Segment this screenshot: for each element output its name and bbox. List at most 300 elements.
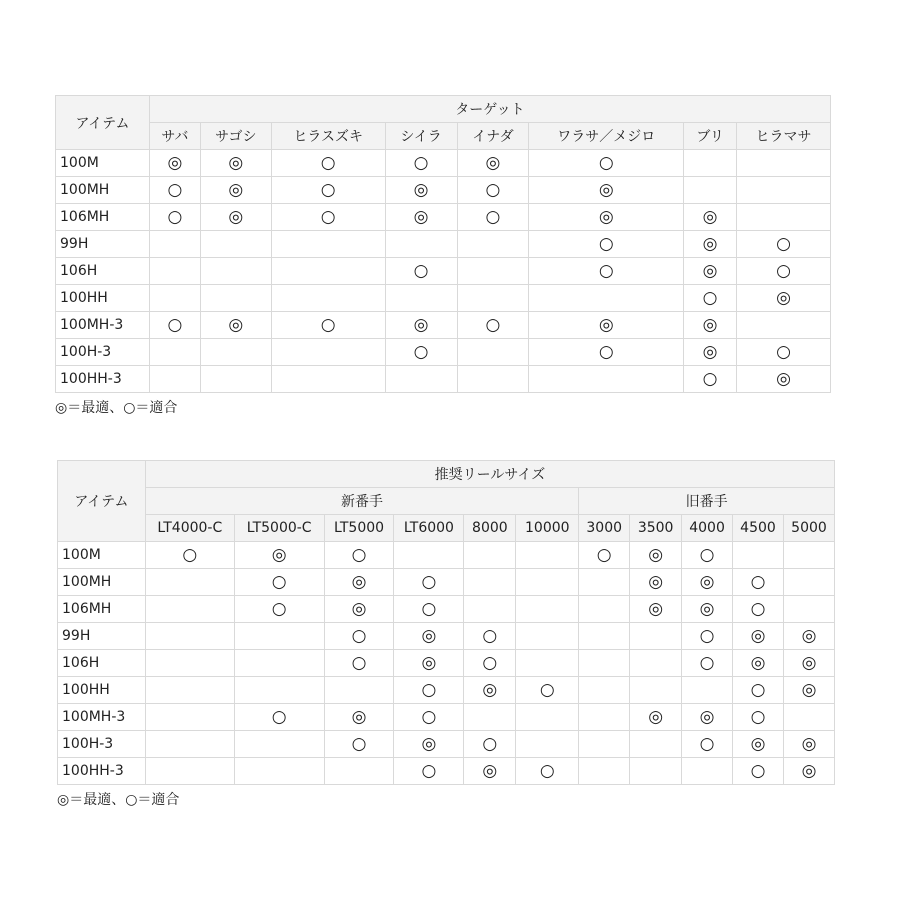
table-cell <box>394 677 464 704</box>
table-cell <box>579 569 630 596</box>
column-header: ワラサ／メジロ <box>529 123 684 150</box>
suitability-mark: ○ <box>750 760 766 781</box>
suitability-mark: ◎ <box>482 760 498 781</box>
table-cell <box>324 542 394 569</box>
suitability-mark: ○ <box>351 625 367 646</box>
suitability-mark: ◎ <box>750 625 766 646</box>
table-cell <box>516 596 579 623</box>
suitability-mark: ○ <box>485 314 501 335</box>
table-row <box>58 542 835 569</box>
table-cell <box>324 758 394 785</box>
table-cell <box>630 650 682 677</box>
table-cell <box>737 231 831 258</box>
table-cell <box>457 150 529 177</box>
table-cell <box>783 731 834 758</box>
table-cell <box>684 150 737 177</box>
table-cell <box>579 596 630 623</box>
table-cell <box>234 677 324 704</box>
table-cell <box>394 596 464 623</box>
table-cell <box>684 366 737 393</box>
table-row <box>58 596 835 623</box>
table-cell <box>630 704 682 731</box>
table-cell <box>394 650 464 677</box>
item-name: 99H <box>56 231 150 258</box>
table-cell <box>200 339 271 366</box>
table-cell <box>145 569 234 596</box>
table-cell <box>271 366 385 393</box>
table-cell <box>682 542 733 569</box>
table-cell <box>271 204 385 231</box>
suitability-mark: ○ <box>750 706 766 727</box>
table-cell <box>682 650 733 677</box>
table-cell <box>579 623 630 650</box>
suitability-mark: ◎ <box>413 179 429 200</box>
item-name: 106MH <box>58 596 146 623</box>
suitability-mark: ○ <box>351 733 367 754</box>
table-cell <box>737 177 831 204</box>
suitability-mark: ◎ <box>648 598 664 619</box>
table-row <box>56 204 831 231</box>
table-cell <box>145 623 234 650</box>
suitability-mark: ○ <box>421 679 437 700</box>
table-cell <box>529 177 684 204</box>
column-header: ヒラスズキ <box>271 123 385 150</box>
table-cell <box>234 731 324 758</box>
legend-note: ◎＝最適、○＝適合 <box>55 400 178 416</box>
suitability-mark: ○ <box>482 625 498 646</box>
suitability-mark: ◎ <box>421 733 437 754</box>
suitability-mark: ◎ <box>482 679 498 700</box>
suitability-mark: ○ <box>750 679 766 700</box>
table-cell <box>324 650 394 677</box>
table-cell <box>200 366 271 393</box>
table-cell <box>516 731 579 758</box>
table-cell <box>684 258 737 285</box>
table-cell <box>579 677 630 704</box>
target-group-header: ターゲット <box>149 96 830 123</box>
column-header: 3000 <box>579 515 630 542</box>
table-cell <box>234 704 324 731</box>
table-row <box>58 650 835 677</box>
table-cell <box>516 650 579 677</box>
table-cell <box>149 285 200 312</box>
table-cell <box>733 650 784 677</box>
reel-size-table-body <box>58 542 835 785</box>
suitability-mark: ◎ <box>167 152 183 173</box>
table-cell <box>684 177 737 204</box>
table-cell <box>234 542 324 569</box>
table-row <box>56 285 831 312</box>
table-cell <box>529 231 684 258</box>
suitability-mark: ○ <box>699 544 715 565</box>
suitability-mark: ○ <box>413 152 429 173</box>
table-cell <box>516 623 579 650</box>
table-cell <box>234 758 324 785</box>
table-cell <box>529 204 684 231</box>
table-cell <box>385 339 457 366</box>
table-cell <box>684 204 737 231</box>
table-cell <box>145 731 234 758</box>
table-cell <box>385 150 457 177</box>
item-name: 100MH-3 <box>58 704 146 731</box>
suitability-mark: ◎ <box>801 733 817 754</box>
old-size-group-header: 旧番手 <box>579 488 835 515</box>
item-name: 100HH-3 <box>56 366 150 393</box>
table-cell <box>737 339 831 366</box>
table-row <box>58 731 835 758</box>
table-cell <box>579 650 630 677</box>
table-cell <box>457 231 529 258</box>
table-cell <box>464 623 516 650</box>
suitability-mark: ○ <box>421 706 437 727</box>
suitability-mark: ◎ <box>699 571 715 592</box>
table-cell <box>682 677 733 704</box>
table-cell <box>457 258 529 285</box>
table-cell <box>684 312 737 339</box>
suitability-mark: ◎ <box>776 287 791 308</box>
item-name: 100HH <box>56 285 150 312</box>
table-cell <box>464 677 516 704</box>
table-cell <box>579 704 630 731</box>
table-cell <box>464 542 516 569</box>
suitability-mark: ○ <box>421 598 437 619</box>
suitability-mark: ○ <box>167 179 183 200</box>
table-row <box>58 623 835 650</box>
suitability-mark: ◎ <box>228 314 244 335</box>
column-header: サバ <box>149 123 200 150</box>
table-cell <box>271 285 385 312</box>
item-name: 100M <box>56 150 150 177</box>
suitability-mark: ◎ <box>228 206 244 227</box>
table-cell <box>516 677 579 704</box>
suitability-mark: ○ <box>482 652 498 673</box>
item-name: 100HH-3 <box>58 758 146 785</box>
table-cell <box>737 204 831 231</box>
column-header: 4500 <box>733 515 784 542</box>
suitability-mark: ◎ <box>776 368 791 389</box>
suitability-mark: ◎ <box>801 679 817 700</box>
table-cell <box>394 569 464 596</box>
table-cell <box>200 204 271 231</box>
table-cell <box>682 623 733 650</box>
suitability-mark: ◎ <box>351 571 367 592</box>
column-header: 3500 <box>630 515 682 542</box>
suitability-mark: ○ <box>539 760 555 781</box>
column-header: 10000 <box>516 515 579 542</box>
table-cell <box>737 285 831 312</box>
table-cell <box>733 731 784 758</box>
suitability-mark: ◎ <box>413 314 429 335</box>
table-cell <box>394 623 464 650</box>
item-name: 100MH <box>58 569 146 596</box>
suitability-mark: ◎ <box>801 625 817 646</box>
item-name: 100MH <box>56 177 150 204</box>
column-header: ブリ <box>684 123 737 150</box>
suitability-mark: ◎ <box>801 652 817 673</box>
table-cell <box>394 758 464 785</box>
table-row <box>56 312 831 339</box>
table-cell <box>385 231 457 258</box>
table-cell <box>457 285 529 312</box>
table-cell <box>324 596 394 623</box>
table-cell <box>684 231 737 258</box>
table-cell <box>457 366 529 393</box>
table-cell <box>630 731 682 758</box>
suitability-mark: ◎ <box>228 179 244 200</box>
table-row <box>56 366 831 393</box>
table-cell <box>630 677 682 704</box>
table-cell <box>200 285 271 312</box>
table-row <box>56 150 831 177</box>
table-cell <box>733 542 784 569</box>
suitability-mark: ◎ <box>702 206 718 227</box>
suitability-mark: ○ <box>598 152 614 173</box>
table-cell <box>271 231 385 258</box>
column-header: 5000 <box>783 515 834 542</box>
column-header: 8000 <box>464 515 516 542</box>
suitability-mark: ○ <box>320 206 336 227</box>
suitability-mark: ◎ <box>598 314 614 335</box>
suitability-mark: ◎ <box>648 544 664 565</box>
table-cell <box>529 339 684 366</box>
suitability-mark: ○ <box>413 260 429 281</box>
new-size-group-header: 新番手 <box>145 488 578 515</box>
table-cell <box>464 650 516 677</box>
table-cell <box>733 677 784 704</box>
suitability-mark: ◎ <box>228 152 244 173</box>
suitability-mark: ◎ <box>699 706 715 727</box>
suitability-mark: ◎ <box>750 733 766 754</box>
item-header: アイテム <box>56 96 150 150</box>
suitability-mark: ○ <box>750 571 766 592</box>
column-header: サゴシ <box>200 123 271 150</box>
table-cell <box>271 150 385 177</box>
table-cell <box>324 731 394 758</box>
table-cell <box>457 204 529 231</box>
table-cell <box>733 758 784 785</box>
column-header: 4000 <box>682 515 733 542</box>
table-cell <box>684 339 737 366</box>
suitability-mark: ○ <box>167 206 183 227</box>
table-cell <box>516 758 579 785</box>
table-cell <box>145 650 234 677</box>
suitability-mark: ◎ <box>413 206 429 227</box>
table-cell <box>385 312 457 339</box>
item-name: 100MH-3 <box>56 312 150 339</box>
table-cell <box>579 758 630 785</box>
table-cell <box>385 285 457 312</box>
table-cell <box>464 704 516 731</box>
table-cell <box>682 569 733 596</box>
table-cell <box>682 704 733 731</box>
table-cell <box>234 569 324 596</box>
suitability-mark: ○ <box>539 679 555 700</box>
table-cell <box>733 569 784 596</box>
suitability-mark: ○ <box>596 544 612 565</box>
suitability-mark: ○ <box>421 571 437 592</box>
table-cell <box>324 569 394 596</box>
suitability-mark: ○ <box>699 733 715 754</box>
column-header: LT6000 <box>394 515 464 542</box>
table-cell <box>145 758 234 785</box>
suitability-mark: ○ <box>320 179 336 200</box>
table-row <box>58 704 835 731</box>
table-cell <box>630 596 682 623</box>
suitability-mark: ○ <box>750 598 766 619</box>
column-header: イナダ <box>457 123 529 150</box>
table-cell <box>200 150 271 177</box>
table-cell <box>516 569 579 596</box>
table-cell <box>149 150 200 177</box>
column-header: シイラ <box>385 123 457 150</box>
item-name: 100H-3 <box>58 731 146 758</box>
table-cell <box>234 623 324 650</box>
table-cell <box>783 569 834 596</box>
table-cell <box>271 339 385 366</box>
table-cell <box>682 758 733 785</box>
table-cell <box>271 258 385 285</box>
table-cell <box>783 650 834 677</box>
table-cell <box>783 758 834 785</box>
table-cell <box>529 312 684 339</box>
suitability-mark: ○ <box>776 341 791 362</box>
table-cell <box>630 569 682 596</box>
table-cell <box>783 704 834 731</box>
target-table-body <box>56 150 831 393</box>
suitability-mark: ○ <box>351 544 367 565</box>
reel-size-table <box>57 460 835 785</box>
table-cell <box>529 150 684 177</box>
suitability-mark: ○ <box>702 287 718 308</box>
item-name: 106H <box>56 258 150 285</box>
reel-size-group-header: 推奨リールサイズ <box>145 461 834 488</box>
table-cell <box>385 366 457 393</box>
suitability-mark: ◎ <box>702 314 718 335</box>
table-cell <box>783 623 834 650</box>
table-cell <box>464 569 516 596</box>
table-cell <box>579 542 630 569</box>
suitability-mark: ◎ <box>702 233 718 254</box>
column-header: ヒラマサ <box>737 123 831 150</box>
suitability-mark: ○ <box>271 706 287 727</box>
table-cell <box>394 704 464 731</box>
table-cell <box>783 596 834 623</box>
table-cell <box>394 542 464 569</box>
table-cell <box>149 366 200 393</box>
table-cell <box>737 312 831 339</box>
table-cell <box>271 177 385 204</box>
table-cell <box>200 231 271 258</box>
suitability-mark: ○ <box>598 233 614 254</box>
item-name: 106MH <box>56 204 150 231</box>
table-cell <box>385 258 457 285</box>
table-cell <box>271 312 385 339</box>
table-cell <box>200 258 271 285</box>
table-cell <box>579 731 630 758</box>
suitability-mark: ○ <box>485 206 501 227</box>
suitability-mark: ◎ <box>598 179 614 200</box>
table-cell <box>684 285 737 312</box>
suitability-mark: ◎ <box>271 544 287 565</box>
table-cell <box>234 650 324 677</box>
table-cell <box>145 596 234 623</box>
suitability-mark: ◎ <box>801 760 817 781</box>
table-cell <box>457 339 529 366</box>
table-cell <box>464 758 516 785</box>
table-cell <box>149 339 200 366</box>
table-row <box>58 758 835 785</box>
suitability-mark: ◎ <box>702 260 718 281</box>
item-name: 100HH <box>58 677 146 704</box>
suitability-mark: ○ <box>699 625 715 646</box>
table-cell <box>149 312 200 339</box>
table-cell <box>630 542 682 569</box>
suitability-mark: ○ <box>598 341 614 362</box>
table-cell <box>324 623 394 650</box>
table-cell <box>529 366 684 393</box>
suitability-mark: ◎ <box>421 652 437 673</box>
suitability-mark: ○ <box>320 152 336 173</box>
table-cell <box>234 596 324 623</box>
suitability-mark: ○ <box>598 260 614 281</box>
table-cell <box>457 312 529 339</box>
table-cell <box>324 677 394 704</box>
table-cell <box>737 366 831 393</box>
table-cell <box>149 231 200 258</box>
suitability-mark: ○ <box>167 314 183 335</box>
table-cell <box>682 596 733 623</box>
column-header: LT4000-C <box>145 515 234 542</box>
table-cell <box>457 177 529 204</box>
table-cell <box>630 758 682 785</box>
table-cell <box>145 704 234 731</box>
suitability-mark: ○ <box>482 733 498 754</box>
suitability-mark: ◎ <box>648 571 664 592</box>
table-cell <box>733 596 784 623</box>
table-cell <box>516 542 579 569</box>
table-row <box>58 677 835 704</box>
table-cell <box>529 258 684 285</box>
suitability-mark: ◎ <box>648 706 664 727</box>
table-cell <box>783 677 834 704</box>
table-row <box>56 231 831 258</box>
table-cell <box>145 542 234 569</box>
table-cell <box>464 731 516 758</box>
legend-note: ◎＝最適、○＝適合 <box>57 792 180 808</box>
table-cell <box>200 177 271 204</box>
suitability-mark: ◎ <box>351 706 367 727</box>
item-name: 106H <box>58 650 146 677</box>
table-cell <box>737 258 831 285</box>
table-cell <box>516 704 579 731</box>
suitability-mark: ○ <box>271 571 287 592</box>
table-cell <box>149 177 200 204</box>
table-row <box>56 258 831 285</box>
table-row <box>58 569 835 596</box>
suitability-mark: ○ <box>485 179 501 200</box>
suitability-mark: ○ <box>699 652 715 673</box>
suitability-mark: ○ <box>351 652 367 673</box>
table-cell <box>149 258 200 285</box>
suitability-mark: ◎ <box>421 625 437 646</box>
item-name: 100H-3 <box>56 339 150 366</box>
item-name: 99H <box>58 623 146 650</box>
table-cell <box>733 704 784 731</box>
table-cell <box>737 150 831 177</box>
column-header: LT5000 <box>324 515 394 542</box>
suitability-mark: ◎ <box>702 341 718 362</box>
suitability-mark: ◎ <box>485 152 501 173</box>
